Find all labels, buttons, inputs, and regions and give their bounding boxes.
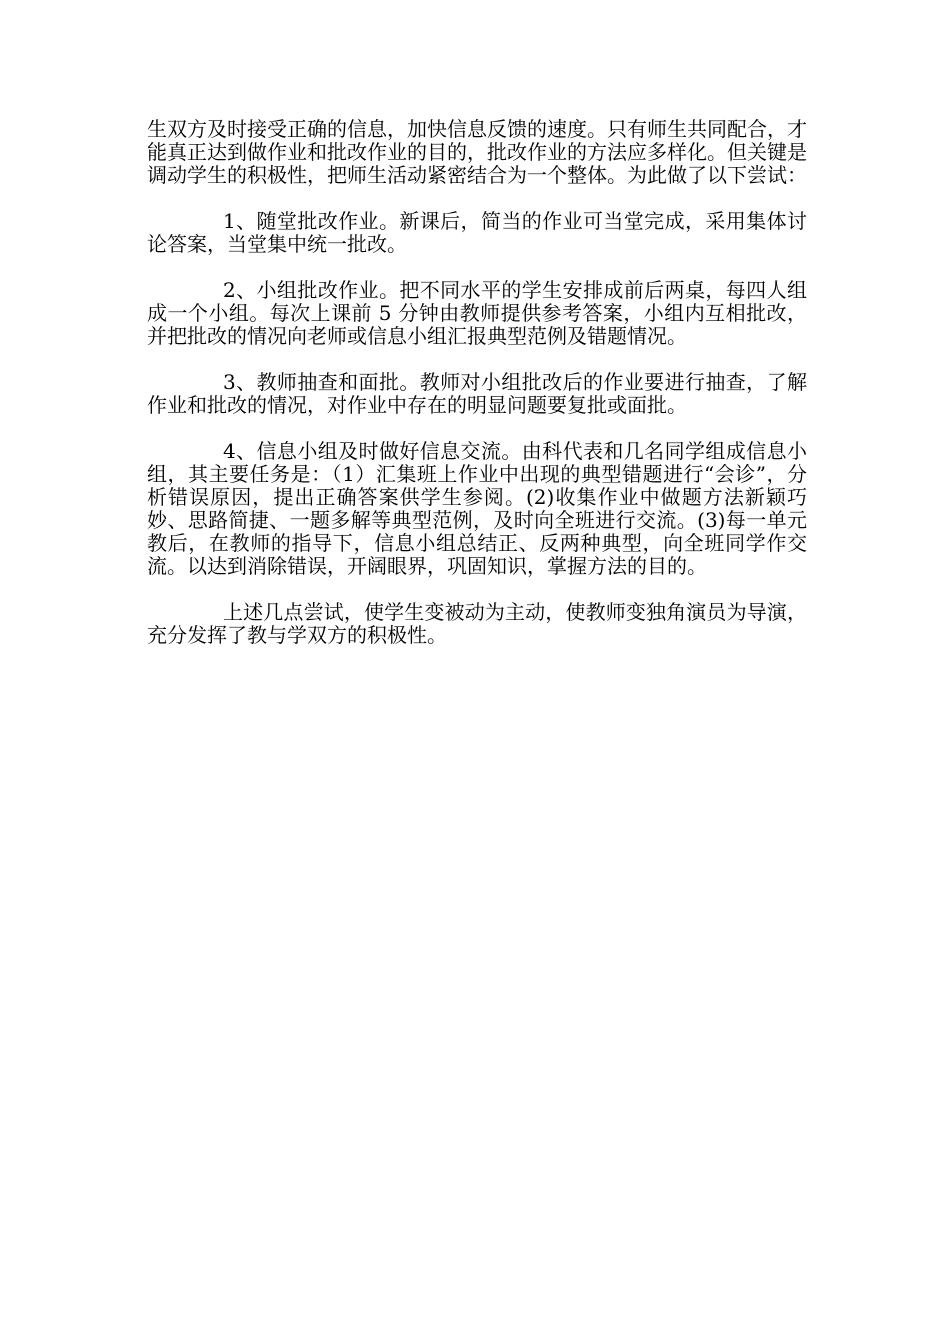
paragraph-item-3: 3、教师抽查和面批。教师对小组批改后的作业要进行抽查，了解作业和批改的情况，对作业中存在的明显问题要复批或面批。 [147,370,807,417]
paragraph-item-1: 1、随堂批改作业。新课后，简当的作业可当堂完成，采用集体讨论答案，当堂集中统一批改。 [147,209,807,256]
paragraph-intro: 生双方及时接受正确的信息，加快信息反馈的速度。只有师生共同配合，才能真正达到做作业和批改作业的目的，批改作业的方法应多样化。但关键是调动学生的积极性，把师生活动紧密结合为一个整体。为此做了以下尝试： [147,117,807,187]
paragraph-item-4: 4、信息小组及时做好信息交流。由科代表和几名同学组成信息小组，其主要任务是：（1）汇集班上作业中出现的典型错题进行“会诊”，分析错误原因，提出正确答案供学生参阅。(2)收集作业中做题方法新颖巧妙、思路简捷、一题多解等典型范例，及时向全班进行交流。(3)每一单元教后，在教师的指导下，信息小组总结正、反两种典型，向全班同学作交流。以达到消除错误，开阔眼界，巩固知识，掌握方法的目的。 [147,439,807,578]
document-body [147,118,807,670]
paragraph-item-2: 2、小组批改作业。把不同水平的学生安排成前后两桌，每四人组成一个小组。每次上课前 5 分钟由教师提供参考答案，小组内互相批改，并把批改的情况向老师或信息小组汇报典型范例及错题情况。 [147,278,807,348]
paragraph-conclusion: 上述几点尝试，使学生变被动为主动，使教师变独角演员为导演，充分发挥了教与学双方的积极性。 [147,600,807,647]
